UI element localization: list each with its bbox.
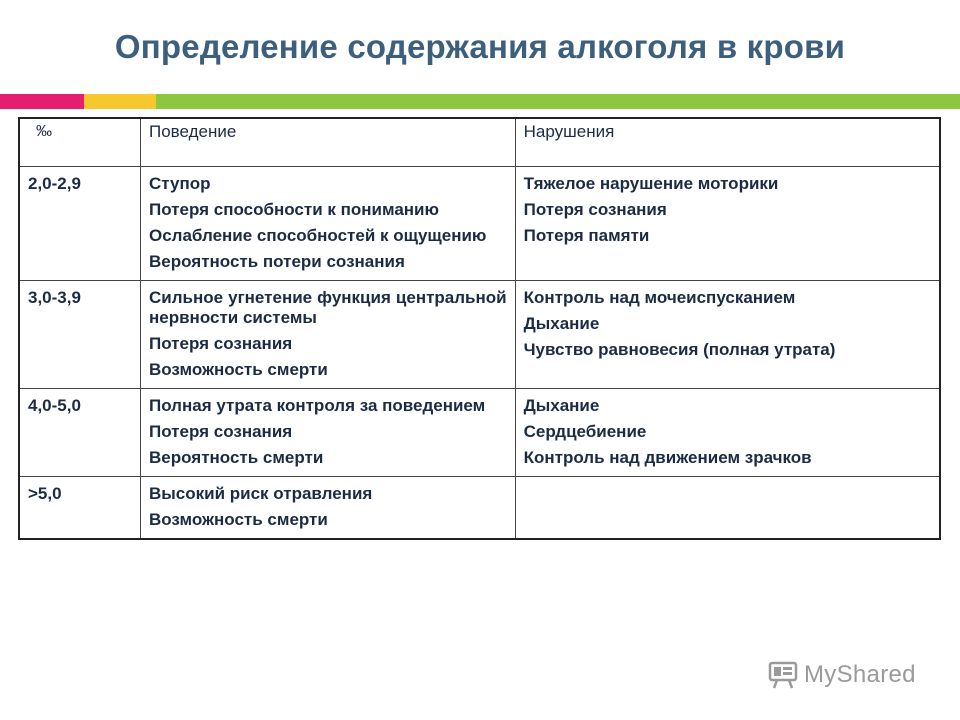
stripe-pink (0, 94, 84, 109)
behavior-item: Вероятность смерти (149, 448, 324, 467)
behavior-item: Вероятность потери сознания (149, 252, 405, 271)
impairment-item: Чувство равновесия (полная утрата) (523, 340, 836, 359)
behavior-item: Высокий риск отравления (149, 484, 373, 503)
impairments-cell (515, 389, 940, 477)
behavior-item: Возможность смерти (149, 510, 328, 529)
presentation-board-icon (768, 661, 798, 689)
alcohol-table (18, 117, 941, 540)
behavior-cell (141, 167, 516, 281)
header-behavior: Поведение (141, 118, 516, 167)
behavior-item: Возможность смерти (149, 360, 328, 379)
myshared-watermark (768, 660, 916, 690)
header-impairments: Нарушения (515, 118, 940, 167)
impairment-item: Потеря памяти (523, 226, 650, 245)
table-row (19, 389, 940, 477)
impairment-item: Дыхание (523, 396, 600, 415)
behavior-item: Ослабление способностей к ощущению (149, 226, 487, 245)
table-header-row (19, 118, 940, 167)
range-cell: 2,0-2,9 (19, 167, 141, 281)
behavior-item: Потеря сознания (149, 422, 293, 441)
impairments-cell-empty (515, 477, 940, 540)
range-cell: 3,0-3,9 (19, 281, 141, 389)
table-row (19, 477, 940, 540)
behavior-cell (141, 477, 516, 540)
stripe-green (156, 94, 960, 109)
impairment-item: Сердцебиение (523, 422, 647, 441)
behavior-item: Потеря сознания (149, 334, 293, 353)
behavior-item: Сильное угнетение функция центральной нервности системы (149, 288, 507, 327)
header-permille: ‰ (19, 118, 141, 167)
behavior-item: Потеря способности к пониманию (149, 200, 440, 219)
color-stripe (0, 94, 960, 109)
page-title: Определение содержания алкоголя в крови (114, 28, 846, 65)
impairments-cell (515, 281, 940, 389)
watermark-text: MyShared (804, 661, 916, 688)
behavior-item: Ступор (149, 174, 211, 193)
impairment-item: Контроль над мочеиспусканием (523, 288, 796, 307)
impairment-item: Контроль над движением зрачков (523, 448, 812, 467)
stripe-yellow (84, 94, 156, 109)
range-cell: >5,0 (19, 477, 141, 540)
impairment-item: Тяжелое нарушение моторики (523, 174, 779, 193)
impairment-item: Дыхание (523, 314, 600, 333)
impairment-item: Потеря сознания (523, 200, 667, 219)
table-row (19, 281, 940, 389)
range-cell: 4,0-5,0 (19, 389, 141, 477)
table-row (19, 167, 940, 281)
behavior-item: Полная утрата контроля за поведением (149, 396, 486, 415)
impairments-cell (515, 167, 940, 281)
behavior-cell (141, 281, 516, 389)
behavior-cell (141, 389, 516, 477)
